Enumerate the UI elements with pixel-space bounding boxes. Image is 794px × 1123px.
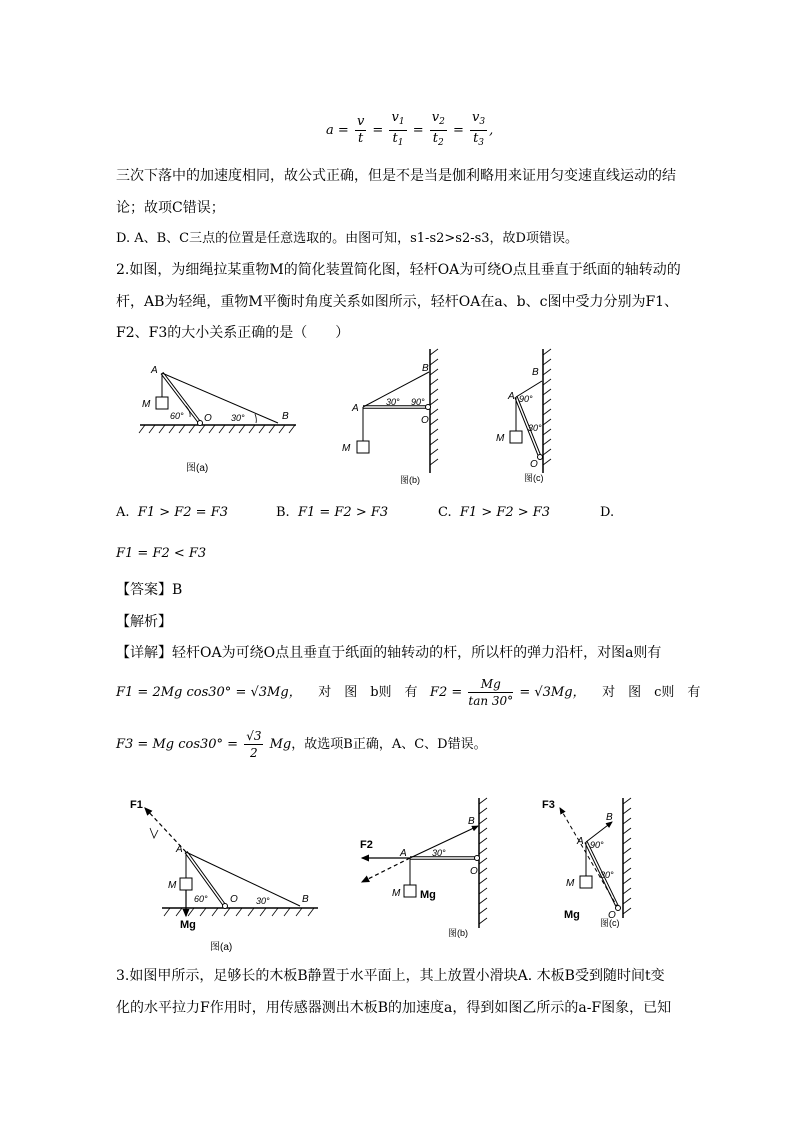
svg-text:O: O: [230, 894, 238, 905]
svg-text:M: M: [342, 443, 351, 454]
svg-text:60°: 60°: [170, 411, 184, 421]
detail-line2: F1 = 2Mg cos30° = √3Mg， 对 图 b则 有 F2 = $\frac{Mg}{\tan 30^\circ}$ = √3Mg， 对 图 c则 有: [116, 677, 701, 708]
svg-text:图(c): 图(c): [600, 918, 620, 928]
option-a: A. F1 > F2 = F3: [116, 505, 228, 520]
svg-text:图(b): 图(b): [448, 928, 468, 938]
svg-text:60°: 60°: [194, 894, 208, 904]
svg-text:A: A: [508, 391, 515, 402]
svg-text:B: B: [468, 816, 475, 827]
acceleration-formula: a = $\frac{v}{t}$ = $\frac{v_1}{t_1}$ = $\frac{v_2}{t_2}$ = $\frac{v_3}{t_3}$ ,: [326, 110, 494, 148]
svg-text:O: O: [530, 459, 538, 470]
svg-text:30°: 30°: [231, 413, 245, 423]
svg-text:M: M: [168, 880, 177, 891]
svg-text:图(c): 图(c): [524, 473, 544, 483]
svg-text:M: M: [566, 878, 575, 889]
svg-text:O: O: [608, 910, 616, 921]
option-d-expr: F1 = F2 < F3: [116, 546, 207, 561]
svg-text:F2: F2: [360, 839, 373, 851]
svg-text:M: M: [142, 399, 151, 410]
svg-text:B: B: [532, 367, 539, 378]
svg-text:90°: 90°: [590, 840, 604, 850]
q2-line1: 2.如图，为细绳拉某重物M的简化装置简化图，轻杆OA为可绕O点且垂直于纸面的轴转动的: [116, 262, 681, 278]
svg-text:图(b): 图(b): [400, 475, 420, 485]
option-d-letter: D.: [600, 505, 615, 520]
para1-line1: 三次下落中的加速度相同，故公式正确，但是不是当是伽利略用来证用匀变速直线运动的结: [116, 168, 676, 184]
svg-text:图(a): 图(a): [186, 463, 209, 474]
figure-a: [139, 365, 296, 474]
option-c: C. F1 > F2 > F3: [438, 505, 551, 520]
figure-row-2: [0, 790, 794, 960]
svg-text:B: B: [302, 894, 309, 905]
figure-c: [496, 349, 551, 483]
svg-text:Mg: Mg: [564, 909, 580, 921]
svg-text:30°: 30°: [432, 848, 446, 858]
svg-text:30°: 30°: [528, 423, 542, 433]
svg-text:30°: 30°: [256, 896, 270, 906]
analysis-title: 【解析】: [116, 614, 172, 630]
svg-text:Mg: Mg: [180, 919, 196, 931]
svg-text:90°: 90°: [519, 394, 533, 404]
figure-row-1: [0, 345, 794, 485]
svg-text:M: M: [392, 888, 401, 899]
svg-text:Mg: Mg: [420, 889, 436, 901]
figure2-a: [130, 799, 318, 953]
q3-line1: 3.如图甲所示，足够长的木板B静置于水平面上，其上放置小滑块A. 木板B受到随时间t变: [116, 968, 665, 984]
svg-text:90°: 90°: [411, 397, 425, 407]
para1-line3: D. A、B、C三点的位置是任意选取的。由图可知，s1-s2>s2-s3，故D项错误。: [116, 231, 578, 246]
svg-text:A: A: [577, 836, 584, 847]
svg-text:B: B: [282, 411, 289, 422]
svg-text:M: M: [496, 433, 505, 444]
para1-line2: 论；故项C错误；: [116, 200, 225, 216]
q3-line2: 化的水平拉力F作用时，用传感器测出木板B的加速度a，得到如图乙所示的a-F图象，已知: [116, 1000, 672, 1016]
svg-text:O: O: [204, 413, 212, 424]
svg-text:F1: F1: [130, 799, 143, 811]
svg-text:图(a): 图(a): [210, 942, 233, 953]
svg-text:O: O: [421, 415, 429, 426]
figure2-c: [542, 798, 631, 928]
svg-text:B: B: [422, 363, 429, 374]
option-b: B. F1 = F2 > F3: [276, 505, 389, 520]
svg-text:B: B: [606, 812, 613, 823]
svg-text:O: O: [470, 866, 478, 877]
q2-line2: 杆，AB为轻绳，重物M平衡时角度关系如图所示，轻杆OA在a、b、c图中受力分别为F1、: [116, 294, 679, 310]
figure2-b: [360, 798, 487, 938]
svg-text:A: A: [176, 844, 183, 855]
figure-b: [342, 349, 438, 485]
svg-text:A: A: [352, 403, 359, 414]
svg-text:A: A: [151, 365, 158, 376]
svg-text:30°: 30°: [386, 397, 400, 407]
svg-text:A: A: [400, 848, 407, 859]
svg-text:30°: 30°: [600, 870, 614, 880]
answer: 【答案】B: [116, 582, 183, 598]
detail-line1: 【详解】轻杆OA为可绕O点且垂直于纸面的轴转动的杆，所以杆的弹力沿杆，对图a则有: [116, 645, 662, 661]
svg-text:F3: F3: [542, 799, 555, 811]
q2-line3: F2、F3的大小关系正确的是（ ）: [116, 325, 350, 341]
detail-line3: F3 = Mg cos30° = $\frac{√3}{2}$ Mg，故选项B正确，A、C、D错误。: [116, 729, 487, 760]
